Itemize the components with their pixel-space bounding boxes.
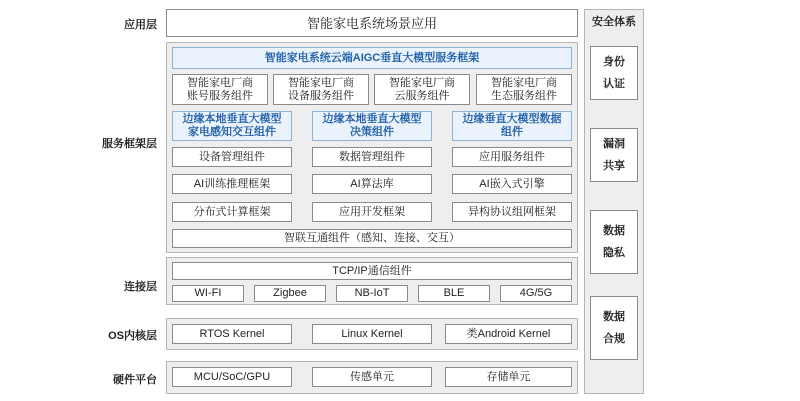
- protocol-4g5g: 4G/5G: [500, 285, 572, 302]
- hw-storage-unit: 存储单元: [445, 367, 572, 387]
- edge-model-data: 边缘垂直大模型数据 组件: [452, 111, 572, 141]
- cloud-component-cloud: 智能家电厂商 云服务组件: [374, 74, 470, 105]
- layer-label-connect: 连接层: [124, 281, 157, 293]
- kernel-linux: Linux Kernel: [312, 324, 432, 344]
- edge-model-interaction: 边缘本地垂直大模型 家电感知交互组件: [172, 111, 292, 141]
- layer-label-service: 服务框架层: [102, 138, 157, 150]
- layer-label-app: 应用层: [124, 19, 157, 31]
- distributed-computing-framework: 分布式计算框架: [172, 202, 292, 222]
- security-vulnerability-sharing: 漏洞 共享: [590, 128, 638, 182]
- layer-label-os: OS内核层: [108, 330, 157, 342]
- protocol-ble: BLE: [418, 285, 490, 302]
- protocol-wifi: WI-FI: [172, 285, 244, 302]
- cloud-component-device: 智能家电厂商 设备服务组件: [273, 74, 369, 105]
- ai-embedded-engine: AI嵌入式引擎: [452, 174, 572, 194]
- cloud-component-ecosystem: 智能家电厂商 生态服务组件: [476, 74, 572, 105]
- device-management-component: 设备管理组件: [172, 147, 292, 167]
- security-title: 安全体系: [592, 16, 636, 28]
- protocol-zigbee: Zigbee: [254, 285, 326, 302]
- ai-training-framework: AI训练推理框架: [172, 174, 292, 194]
- app-scenario-box: 智能家电系统场景应用: [166, 9, 578, 37]
- heterogeneous-networking-framework: 异构协议组网框架: [452, 202, 572, 222]
- hw-sensing-unit: 传感单元: [312, 367, 432, 387]
- edge-model-decision: 边缘本地垂直大模型 决策组件: [312, 111, 432, 141]
- layer-label-hw: 硬件平台: [113, 374, 157, 386]
- interconnect-component: 智联互通组件（感知、连接、交互）: [172, 229, 572, 248]
- cloud-component-account: 智能家电厂商 账号服务组件: [172, 74, 268, 105]
- tcpip-component: TCP/IP通信组件: [172, 262, 572, 280]
- protocol-nbiot: NB-IoT: [336, 285, 408, 302]
- kernel-rtos: RTOS Kernel: [172, 324, 292, 344]
- data-management-component: 数据管理组件: [312, 147, 432, 167]
- security-identity-auth: 身份 认证: [590, 46, 638, 100]
- security-data-privacy: 数据 隐私: [590, 210, 638, 274]
- app-service-component: 应用服务组件: [452, 147, 572, 167]
- ai-algorithm-library: AI算法库: [312, 174, 432, 194]
- hw-mcu-soc-gpu: MCU/SoC/GPU: [172, 367, 292, 387]
- kernel-android: 类Android Kernel: [445, 324, 572, 344]
- security-data-compliance: 数据 合规: [590, 296, 638, 360]
- cloud-framework-title: 智能家电系统云端AIGC垂直大模型服务框架: [172, 47, 572, 69]
- app-development-framework: 应用开发框架: [312, 202, 432, 222]
